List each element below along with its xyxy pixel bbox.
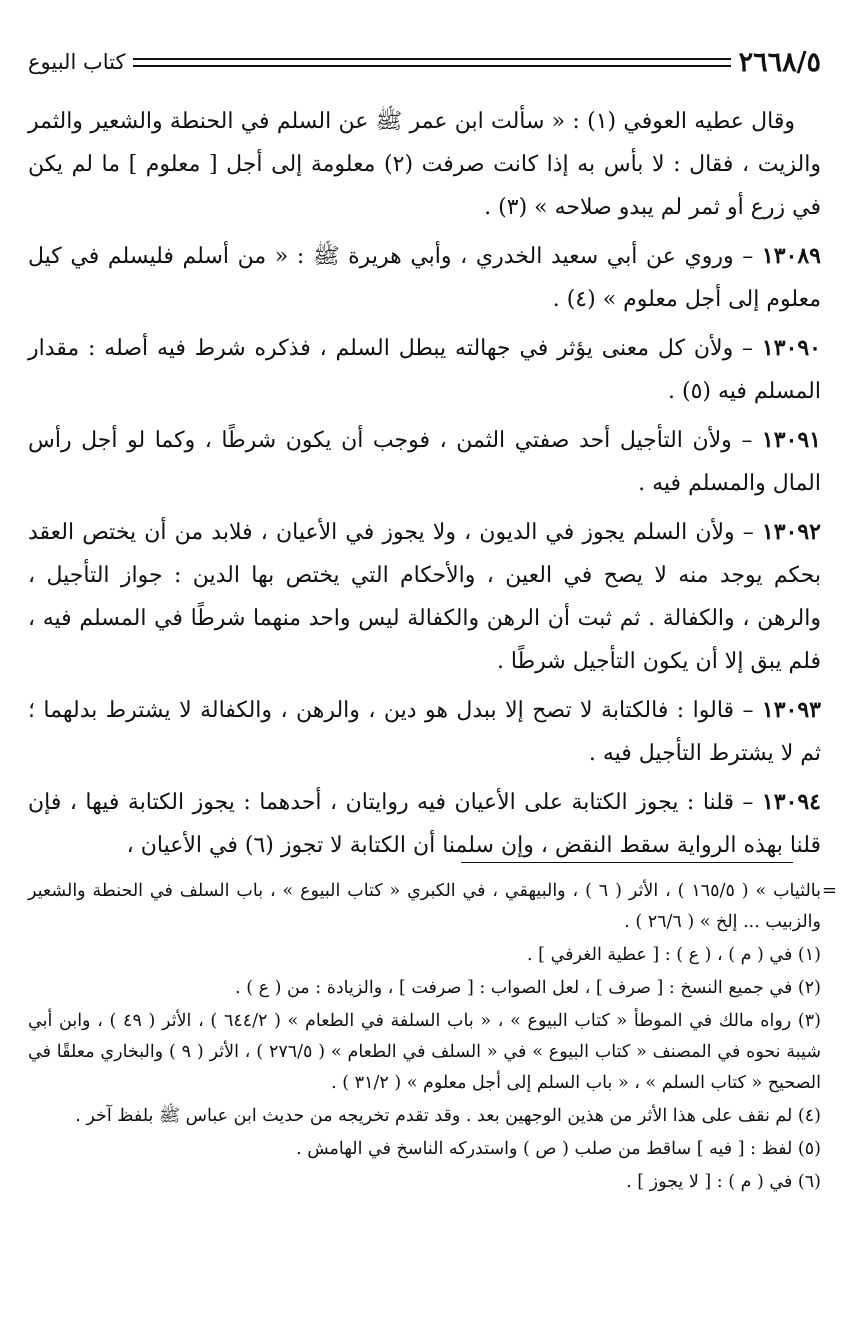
footnote: (٣) رواه مالك في الموطأ « كتاب البيوع » ، « باب السلفة في الطعام » ( ٦٤٤/٢ ) ، الأثر ( ٤٩ ) ، وابن أبي شيبة نحوه في المصنف « كتاب البيوع » في « السلف في الطعام » ( ٢٧٦/٥ ) ، الأثر ( ٩ ) والبخاري معلقًا في الصحيح « كتاب السلم » ، « باب السلم إلى أجل معلوم » ( ٣١/٢ ) . — [28, 1011, 821, 1093]
paragraph-text: – ولأن التأجيل أحد صفتي الثمن ، فوجب أن يكون شرطًا ، وكما لو أجل رأس المال والمسلم فيه . — [28, 428, 821, 496]
footnote: (٢) في جميع النسخ : [ صرف ] ، لعل الصواب : [ صرفت ] ، والزيادة : من ( ع ) . — [235, 978, 821, 998]
paragraph-text: – قالوا : فالكتابة لا تصح إلا ببدل هو دين ، والرهن ، والكفالة لا يشترط بدلهما ؛ ثم لا يشترط التأجيل فيه . — [28, 698, 821, 766]
page-number: ٢٦٦٨/٥ — [738, 46, 821, 78]
footnote: (١) في ( م ) ، ( ع ) : [ عطية الغرفي ] . — [527, 945, 821, 965]
book-title: كتاب البيوع — [28, 50, 126, 74]
footnote: (٥) لفظ : [ فيه ] ساقط من صلب ( ص ) واستدركه الناسخ في الهامش . — [296, 1139, 821, 1159]
paragraph — [28, 327, 821, 413]
paragraph-text: – ولأن السلم يجوز في الديون ، ولا يجوز في الأعيان ، فلابد من أن يختص العقد بحكم يوجد منه لا يصح في العين ، والأحكام التي يختص بها الدين : جواز التأجيل ، والرهن ، والكفالة . ثم ثبت أن الرهن والكفالة ليس واحد منهما شرطًا في المسلم فيه ، فلم يبق إلا أن يكون التأجيل شرطًا . — [28, 520, 821, 674]
footnote: بالثياب » ( ١٦٥/٥ ) ، الأثر ( ٦ ) ، والبيهقي ، في الكبري « كتاب البيوع » ، باب السلف في الحنطة والشعير والزبيب ... إلخ » ( ٢٦/٦ ) . — [28, 881, 821, 932]
paragraph-text: وقال عطيه العوفي (١) : « سألت ابن عمر ﷺ عن السلم في الحنطة والشعير والثمر والزيت ، فقال : لا بأس به إذا كانت صرفت (٢) معلومة إلى أجل [ معلوم ] ما لم يكن في زرع أو ثمر لم يبدو صلاحه » (٣) . — [28, 109, 821, 220]
paragraph — [28, 100, 821, 229]
paragraph-text: – ولأن كل معنى يؤثر في جهالته يبطل السلم ، فذكره شرط فيه أصله : مقدار المسلم فيه (٥) . — [28, 336, 821, 404]
paragraph — [28, 781, 821, 867]
paragraph-number: ١٣٠٩٣ — [761, 697, 821, 723]
paragraph-number: ١٣٠٩١ — [761, 427, 821, 453]
paragraph-number: ١٣٠٩٠ — [761, 335, 821, 361]
paragraph-number: ١٣٠٨٩ — [761, 243, 821, 269]
paragraph-number: ١٣٠٩٢ — [761, 519, 821, 545]
header-rule — [133, 58, 730, 67]
footnotes — [28, 876, 821, 1200]
footnote: (٤) لم نقف على هذا الأثر من هذين الوجهين بعد . وقد تقدم تخريجه من حديث ابن عباس ﷺ بلفظ آخر . — [75, 1106, 821, 1126]
paragraph-number: ١٣٠٩٤ — [761, 789, 821, 815]
paragraph — [28, 419, 821, 505]
paragraph — [28, 511, 821, 683]
paragraph — [28, 235, 821, 321]
paragraph-text: – قلنا : يجوز الكتابة على الأعيان فيه روايتان ، أحدهما : يجوز الكتابة فيها ، فإن قلنا بهذه الرواية سقط النقض ، وإن سلمنا أن الكتابة لا تجوز (٦) في الأعيان ، — [28, 790, 821, 858]
page-header — [28, 42, 821, 82]
footnote-separator — [461, 862, 793, 863]
paragraph-text: – وروي عن أبي سعيد الخدري ، وأبي هريرة ﷺ : « من أسلم فليسلم في كيل معلوم إلى أجل معلوم » (٤) . — [28, 244, 821, 312]
footnote: (٦) في ( م ) : [ لا يجوز ] . — [626, 1172, 821, 1192]
main-text — [28, 100, 821, 873]
paragraph — [28, 689, 821, 775]
continuation-mark: = — [821, 880, 837, 901]
